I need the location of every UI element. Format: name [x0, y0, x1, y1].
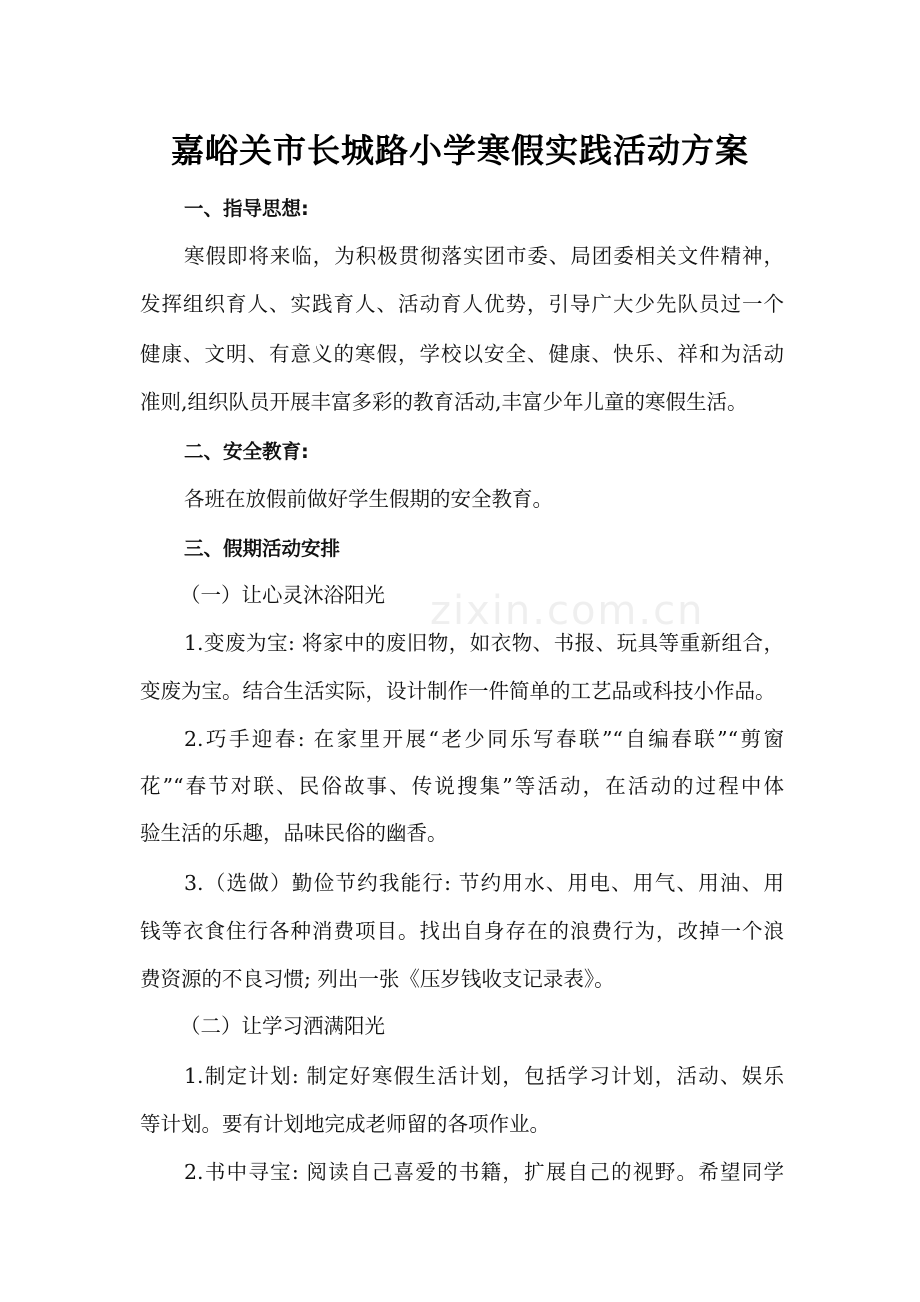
paragraph-last-line: 费资源的不良习惯; 列出一张《压岁钱收支记录表》。	[140, 967, 615, 991]
paragraph-first-line: 3.（选做）勤俭节约我能行: 节约用水、用电、用气、用油、用	[184, 871, 784, 895]
subsection-heading: （一）让心灵沐浴阳光	[180, 583, 385, 607]
document-title: 嘉峪关市长城路小学寒假实践活动方案	[171, 131, 749, 170]
section-heading: 一、指导思想:	[184, 197, 309, 220]
section-heading: 三、假期活动安排	[184, 537, 341, 560]
paragraph-first-line: 2.巧手迎春: 在家里开展“老少同乐写春联”“自编春联”“剪窗	[184, 727, 784, 751]
body-line: 发挥组织育人、实践育人、活动育人优势，引导广大少先队员过一个	[140, 292, 784, 316]
subsection-heading: （二）让学习洒满阳光	[180, 1014, 385, 1038]
body-line: 钱等衣食住行各种消费项目。找出自身存在的浪费行为，改掉一个浪	[140, 919, 784, 943]
section-heading: 二、安全教育:	[184, 440, 309, 463]
paragraph-first-line: 寒假即将来临，为积极贯彻落实团市委、局团委相关文件精神，	[184, 244, 784, 268]
paragraph-first-line: 各班在放假前做好学生假期的安全教育。	[184, 487, 553, 511]
body-line: 花”“春节对联、民俗故事、传说搜集”等活动，在活动的过程中体	[140, 774, 784, 798]
paragraph-first-line: 2.书中寻宝: 阅读自己喜爱的书籍，扩展自己的视野。希望同学	[184, 1160, 784, 1184]
paragraph-last-line: 等计划。要有计划地完成老师留的各项作业。	[140, 1112, 550, 1136]
paragraph-first-line: 1.制定计划: 制定好寒假生活计划，包括学习计划，活动、娱乐	[184, 1064, 784, 1088]
body-line: 健康、文明、有意义的寒假，学校以安全、健康、快乐、祥和为活动	[140, 342, 784, 366]
watermark: zixin.com.cn	[430, 588, 705, 634]
paragraph-last-line: 准则,组织队员开展丰富多彩的教育活动,丰富少年儿童的寒假生活。	[140, 390, 748, 414]
paragraph-first-line: 1.变废为宝: 将家中的废旧物，如衣物、书报、玩具等重新组合，	[184, 631, 784, 655]
paragraph-last-line: 变废为宝。结合生活实际，设计制作一件简单的工艺品或科技小作品。	[140, 679, 776, 703]
paragraph-last-line: 验生活的乐趣，品味民俗的幽香。	[140, 821, 448, 845]
